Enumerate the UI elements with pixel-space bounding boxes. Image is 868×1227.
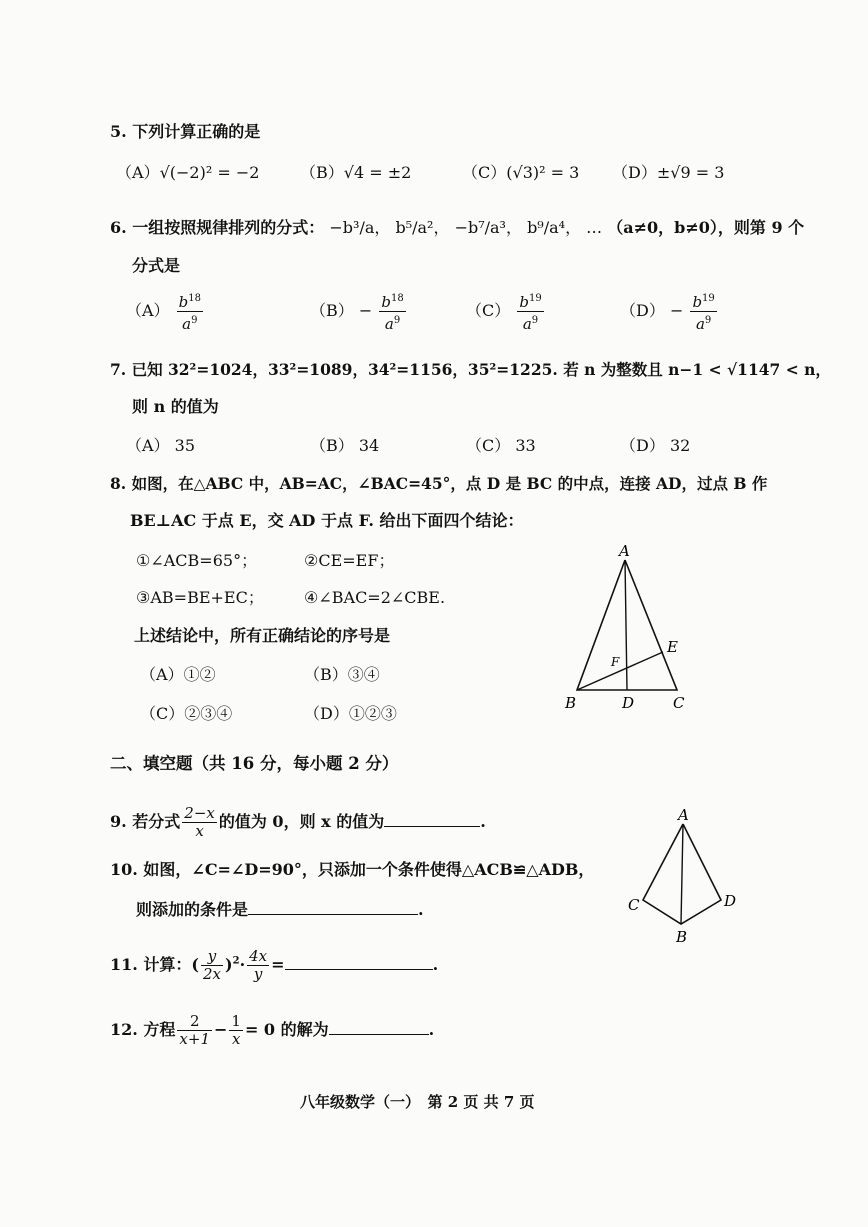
q8-stem-line1: 8. 如图，在△ABC 中，AB=AC，∠BAC=45°，点 D 是 BC 的中点，连接 AD，过点 B 作: [110, 474, 768, 493]
q8-option-a: [140, 665, 216, 685]
segment-ab: [681, 824, 683, 924]
q10-line1: 10. 如图，∠C=∠D=90°，只添加一个条件使得△ACB≌△ADB，: [110, 860, 595, 879]
label-a: A: [678, 808, 689, 824]
q5-option-c: [462, 163, 579, 183]
q6-option-d: [620, 290, 719, 333]
q8-conclusion-4: ④∠BAC=2∠CBE.: [304, 588, 446, 607]
option-label: （D）: [304, 704, 349, 723]
section-title: 二、填空题（共 16 分，每小题 2 分）: [110, 754, 399, 773]
option-expr: (√3)² = 3: [506, 163, 580, 182]
q6-option-b: [310, 290, 408, 333]
q9: 9. 若分式 $\frac{2-x}{x}$ 的值为 0，则 x 的值为 .: [110, 804, 486, 840]
option-label: （C）: [466, 436, 511, 455]
answer-blank[interactable]: [248, 914, 418, 915]
q12-prefix: 12. 方程: [110, 1020, 176, 1039]
q6-condition: （a≠0，b≠0），则第 9 个: [607, 218, 805, 237]
q8-prompt: 上述结论中，所有正确结论的序号是: [134, 626, 391, 645]
label-a: A: [619, 542, 630, 560]
q6-sequence-term: −b³/a: [329, 218, 375, 237]
option-value: 35: [174, 436, 196, 455]
q7-option-d: [620, 436, 690, 456]
q7-stem-line1: 7. 已知 32²=1024，33²=1089，34²=1156，35²=1225. 若 n 为整数且 n−1 < √1147 < n，: [110, 360, 831, 379]
option-sign: −: [669, 301, 684, 320]
label-d: D: [622, 694, 635, 712]
q8-conclusion-2: ②CE=EF；: [304, 551, 395, 570]
option-label: （A）: [116, 163, 160, 182]
option-value: 32: [669, 436, 691, 455]
q5-stem: 5. 下列计算正确的是: [110, 122, 261, 141]
answer-blank[interactable]: [384, 826, 480, 827]
q7-stem-line2: 则 n 的值为: [132, 397, 219, 416]
option-label: （B）: [310, 301, 354, 320]
q12-fraction-1: $\frac{2}{x+1}$: [179, 1012, 210, 1048]
q6-option-c: [466, 290, 546, 333]
option-expr: √4 = ±2: [343, 163, 412, 182]
q11-prefix: 11. 计算：: [110, 955, 192, 974]
option-label: （C）: [466, 301, 511, 320]
option-value: ①②③: [348, 704, 397, 723]
label-b: B: [676, 928, 688, 946]
option-label: （B）: [300, 163, 344, 182]
q10-line2: 则添加的条件是 .: [136, 900, 424, 919]
segment-be: [577, 652, 663, 690]
label-c: C: [673, 694, 685, 712]
q6-sequence-term: b⁵/a²: [395, 218, 434, 237]
q8-triangle-figure: [555, 540, 705, 715]
q8-stem-line2: BE⊥AC 于点 E，交 AD 于点 F. 给出下面四个结论：: [130, 511, 524, 530]
option-fraction: $\frac{b^{18}}{a^9}$: [379, 290, 405, 333]
option-fraction: $\frac{b^{18}}{a^9}$: [177, 290, 203, 333]
q6-stem-prefix: 6. 一组按照规律排列的分式：: [110, 218, 325, 237]
option-label: （A）: [126, 301, 170, 320]
option-value: 33: [515, 436, 536, 455]
label-f: F: [611, 655, 620, 669]
option-fraction: $\frac{b^{19}}{a^9}$: [690, 290, 716, 333]
q7-option-c: [466, 436, 536, 456]
q6-sequence-term: b⁹/a⁴: [527, 218, 566, 237]
q6-option-a: [126, 290, 205, 333]
option-expr: ±√9 = 3: [656, 163, 725, 182]
option-value: ③④: [347, 665, 380, 684]
q8-option-c: [140, 704, 232, 724]
q11-fraction-2: $\frac{4x}{y}$: [249, 947, 268, 983]
q7-option-a: [126, 436, 195, 456]
option-sign: −: [358, 301, 373, 320]
q11-fraction-1: $\frac{y}{2x}$: [203, 947, 222, 983]
q9-suffix: 的值为 0，则 x 的值为: [218, 812, 385, 831]
q9-fraction: $\frac{2-x}{x}$: [184, 804, 215, 840]
option-label: （A）: [140, 665, 184, 684]
option-label: （C）: [462, 163, 507, 182]
option-fraction: $\frac{b^{19}}{a^9}$: [517, 290, 543, 333]
option-label: （C）: [140, 704, 185, 723]
q8-option-b: [304, 665, 380, 685]
q8-option-d: [304, 704, 397, 724]
label-d: D: [724, 892, 737, 910]
option-label: （D）: [612, 163, 657, 182]
option-label: （D）: [620, 436, 665, 455]
q6-sequence-term: −b⁷/a³: [454, 218, 506, 237]
q11: 11. 计算：( $\frac{y}{2x}$ )$^2$· $\frac{4x}{y}$ = .: [110, 947, 439, 983]
option-label: （A）: [126, 436, 170, 455]
q5-option-d: [612, 163, 724, 183]
q8-conclusion-1: ①∠ACB=65°；: [136, 551, 258, 570]
q10-line2-text: 则添加的条件是: [136, 900, 249, 919]
segment-ad: [625, 560, 627, 690]
label-b: B: [565, 694, 577, 712]
q6-sequence-term: …: [586, 218, 603, 237]
option-value: ②③④: [184, 704, 233, 723]
option-expr: √(−2)² = −2: [159, 163, 260, 182]
page-footer: 八年级数学（一） 第 2 页 共 7 页: [300, 1093, 535, 1111]
label-c: C: [628, 896, 640, 914]
option-value: ①②: [183, 665, 216, 684]
q12: 12. 方程 $\frac{2}{x+1}$ − $\frac{1}{x}$ = 0 的解为 .: [110, 1012, 435, 1048]
q12-fraction-2: $\frac{1}{x}$: [231, 1012, 241, 1048]
q5-option-a: [116, 163, 259, 183]
answer-blank[interactable]: [329, 1034, 429, 1035]
q5-option-b: [300, 163, 411, 183]
q12-suffix: = 0 的解为: [244, 1020, 329, 1039]
q9-prefix: 9. 若分式: [110, 812, 181, 831]
q8-conclusion-3: ③AB=BE+EC；: [136, 588, 264, 607]
q6-stem-line2: 分式是: [132, 256, 181, 275]
answer-blank[interactable]: [285, 969, 433, 970]
q7-option-b: [310, 436, 379, 456]
option-label: （B）: [304, 665, 348, 684]
option-value: 34: [358, 436, 380, 455]
label-e: E: [667, 638, 678, 656]
option-label: （D）: [620, 301, 665, 320]
q10-kite-figure: [622, 808, 752, 948]
q6-stem: 6. 一组按照规律排列的分式： −b³/a， b⁵/a²， −b⁷/a³， b⁹/a⁴， … （a≠0，b≠0），则第 9 个: [110, 218, 805, 237]
option-label: （B）: [310, 436, 354, 455]
